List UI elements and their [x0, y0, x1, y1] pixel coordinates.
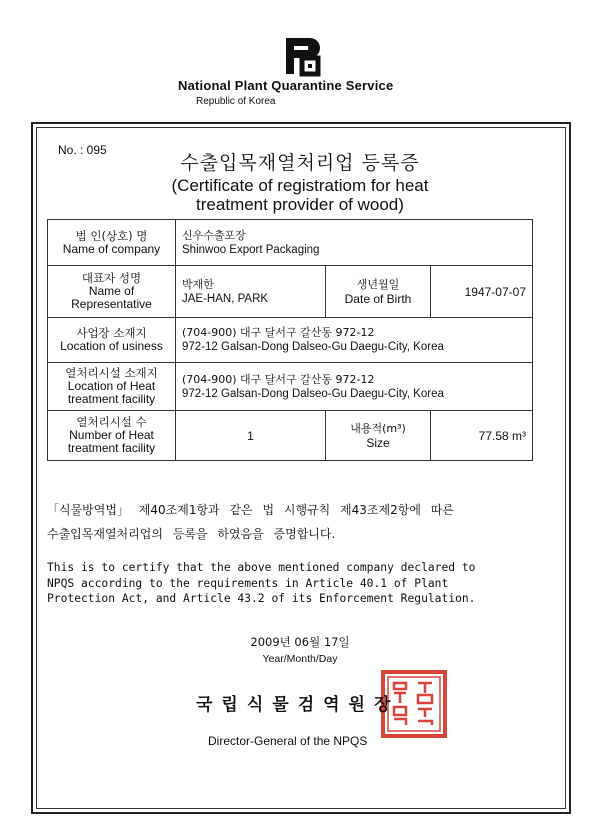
facility-count-label-en-2: treatment facility [67, 441, 156, 455]
company-value [176, 220, 533, 266]
facility-location-value-en: 972-12 Galsan-Dong Dalseo-Gu Daegu-City, Korea [182, 387, 444, 400]
statement-ko-line1: 「식물방역법」 제40조제1항과 같은 법 시행규칙 제43조제2항에 따른 [47, 503, 454, 517]
facility-location-label [48, 363, 176, 411]
facility-location-label-ko: 열처리시설 소재지 [65, 366, 158, 380]
facility-count-label-en-1: Number of Heat [69, 428, 154, 442]
issuer-name: 국립식물검역원장 [196, 695, 400, 715]
dob-value: 1947-07-07 [431, 266, 533, 318]
dob-label-en: Date of Birth [344, 291, 412, 306]
facility-count-label-ko: 열처리시설 수 [76, 415, 147, 429]
company-value-ko: 신우수출포장 [182, 228, 246, 242]
facility-location-value [176, 363, 533, 411]
statement-korean [47, 498, 537, 546]
business-location-value-ko: (704-900) 대구 달서구 갈산동 972-12 [182, 326, 375, 339]
facility-location-label-en-2: treatment facility [67, 392, 156, 406]
country-name: Republic of Korea [196, 96, 276, 107]
size-label-en: Size [366, 435, 390, 450]
statement-en-line2: NPQS according to the requirements in Article 40.1 of Plant [47, 576, 449, 590]
facility-location-value-ko: (704-900) 대구 달서구 갈산동 972-12 [182, 372, 375, 386]
representative-label-en-2: Representative [71, 297, 152, 311]
table-row [48, 363, 533, 411]
representative-value-en: JAE-HAN, PARK [182, 292, 269, 305]
business-location-label-en: Location of usiness [60, 339, 163, 353]
director-title: Director-General of the NPQS [208, 734, 368, 748]
title-english-line2: treatment provider of wood) [196, 195, 404, 214]
agency-name: National Plant Quarantine Service [178, 78, 394, 93]
title-english-line1: (Certificate of registratiom for heat [171, 176, 429, 195]
statement-ko-line2: 수출입목재열처리업의 등록을 하였음을 증명합니다. [47, 527, 336, 541]
business-location-value [176, 318, 533, 363]
representative-label [48, 266, 176, 318]
issue-date-label: Year/Month/Day [262, 653, 338, 665]
company-label-ko: 법 인(상호) 명 [75, 228, 148, 243]
registration-table [47, 219, 533, 461]
dob-label [326, 266, 431, 318]
npqs-logo-icon [282, 34, 322, 78]
business-location-value-en: 972-12 Galsan-Dong Dalseo-Gu Daegu-City, Korea [182, 341, 444, 353]
business-location-label-ko: 사업장 소재지 [76, 326, 147, 340]
representative-value [176, 266, 326, 318]
size-label [326, 411, 431, 461]
table-row [48, 220, 533, 266]
certificate-number: No. : 095 [58, 143, 107, 157]
company-value-en: Shinwoo Export Packaging [182, 243, 320, 256]
dob-label-ko: 생년월일 [356, 277, 400, 291]
representative-value-ko: 박재한 [182, 277, 214, 291]
representative-label-ko: 대표자 성명 [81, 271, 142, 285]
statement-english [47, 560, 547, 607]
table-row [48, 266, 533, 318]
business-location-label [48, 318, 176, 363]
facility-location-label-en-1: Location of Heat [67, 379, 156, 393]
table-row [48, 411, 533, 461]
representative-label-en-1: Name of [88, 284, 135, 298]
statement-en-line1: This is to certify that the above mentioned company declared to [47, 561, 476, 574]
company-label [48, 220, 176, 266]
facility-count-label [48, 411, 176, 461]
size-value: 77.58 m³ [431, 411, 533, 461]
statement-en-line3: Protection Act, and Article 43.2 of its Enforcement Regulation. [47, 592, 476, 605]
facility-count-value: 1 [176, 411, 326, 461]
table-row [48, 318, 533, 363]
company-label-en: Name of company [62, 241, 161, 256]
title-korean: 수출입목재열처리업 등록증 [180, 152, 420, 174]
size-label-ko: 내용적(m³) [350, 421, 406, 435]
issue-date: 2009년 06월 17일 [250, 635, 350, 649]
